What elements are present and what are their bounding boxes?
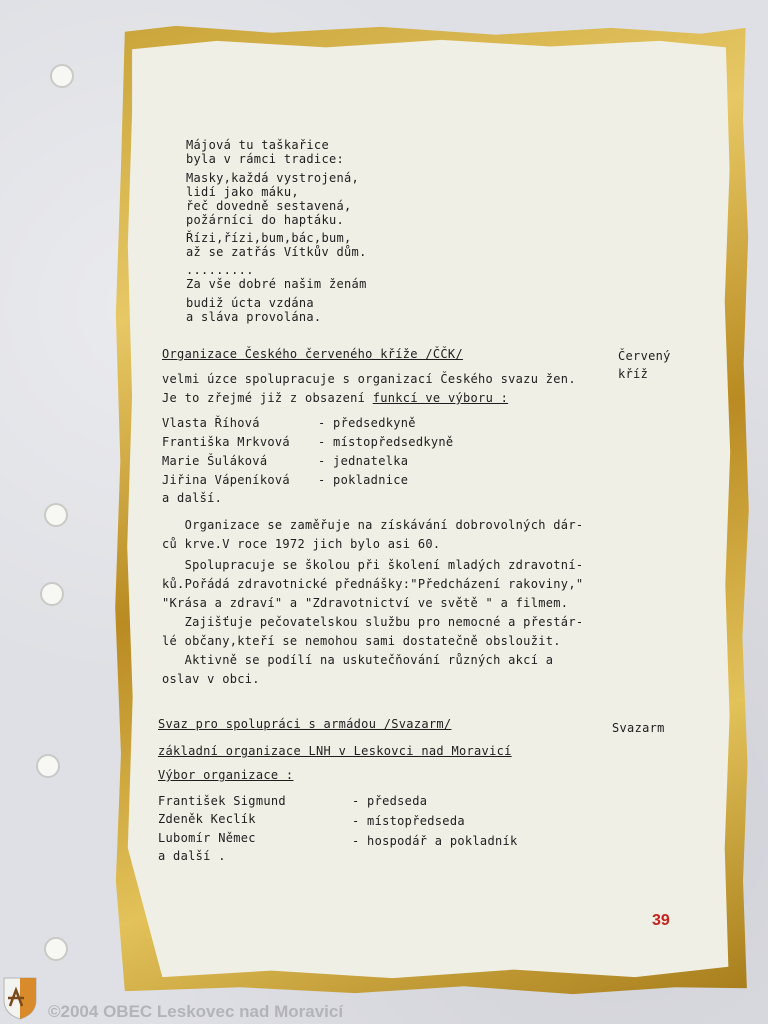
page-number: 39 [652,912,670,929]
member-role: - místopředsedkyně [318,435,454,449]
paragraph-line: ců krve.V roce 1972 jich bylo asi 60. [162,537,441,551]
poem-line: byla v rámci tradice: [186,152,345,166]
member-name: Jiřina Vápeníková [162,473,290,487]
paragraph-line: Organizace se zaměřuje na získávání dobrovolných dár- [162,518,584,532]
poem-line: Májová tu taškařice [186,138,329,152]
member-role: - hospodář a pokladník [352,834,518,848]
member-role: - pokladnice [318,473,409,487]
punch-hole [44,937,68,961]
punch-hole [40,582,64,606]
member-name: Vlasta Říhová [162,416,260,430]
copyright-footer: ©2004 OBEC Leskovec nad Moravicí [48,1002,344,1021]
paragraph-line: Zajišťuje pečovatelskou službu pro nemocné a přestár- [162,615,584,629]
poem-line: ......... [186,263,254,277]
margin-label: kříž [618,367,649,381]
punch-hole [44,503,68,527]
poem-line: a sláva provolána. [186,310,322,324]
margin-label: Svazarm [612,721,665,735]
committee-heading: Výbor organizace : [158,768,294,782]
member-role: - předsedkyně [318,416,416,430]
paragraph-line: lé občany,kteří se nemohou sami dostatečně obsloužit. [162,634,561,648]
others-text: a další . [158,849,226,863]
section-heading: Svaz pro spolupráci s armádou /Svazarm/ [158,717,452,731]
coat-of-arms-icon [2,976,38,1020]
poem-line: řeč dovedně sestavená, [186,199,352,213]
paragraph-line: Aktivně se podílí na uskutečňování různých akcí a [162,653,554,667]
member-role: - jednatelka [318,454,409,468]
intro-line: velmi úzce spolupracuje s organizací Českého svazu žen. [162,372,576,386]
member-role: - místopředseda [352,814,465,828]
poem-line: budiž úcta vzdána [186,296,314,310]
member-role: - předseda [352,794,428,808]
margin-label: Červený [618,349,671,363]
member-name: František Sigmund [158,794,286,808]
poem-line: Masky,každá vystrojená, [186,171,360,185]
paragraph-line: ků.Pořádá zdravotnické přednášky:"Předcházení rakoviny," [162,577,584,591]
section-subheading: základní organizace LNH v Leskovci nad Moravicí [158,744,512,758]
paragraph-line: oslav v obci. [162,672,260,686]
poem-line: lidí jako máku, [186,185,299,199]
member-name: Marie Šuláková [162,454,268,468]
member-name: Františka Mrkvová [162,435,290,449]
poem-line: Řízi,řízi,bum,bác,bum, [186,231,352,245]
punch-hole [36,754,60,778]
section-heading: Organizace Českého červeného kříže /ČČK/ [162,347,463,361]
punch-hole [50,64,74,88]
paragraph-line: Spolupracuje se školou při školení mladých zdravotní- [162,558,584,572]
paragraph-line: "Krása a zdraví" a "Zdravotnictví ve světě " a filmem. [162,596,569,610]
intro-line: Je to zřejmé již z obsazení funkcí ve výboru : [162,391,509,405]
poem-line: Za vše dobré našim ženám [186,277,367,291]
poem-line: požárníci do haptáku. [186,213,345,227]
others-text: a další. [162,491,223,505]
member-name: Lubomír Němec [158,831,256,845]
poem-line: až se zatřás Vítkův dům. [186,245,367,259]
member-name: Zdeněk Keclík [158,812,256,826]
